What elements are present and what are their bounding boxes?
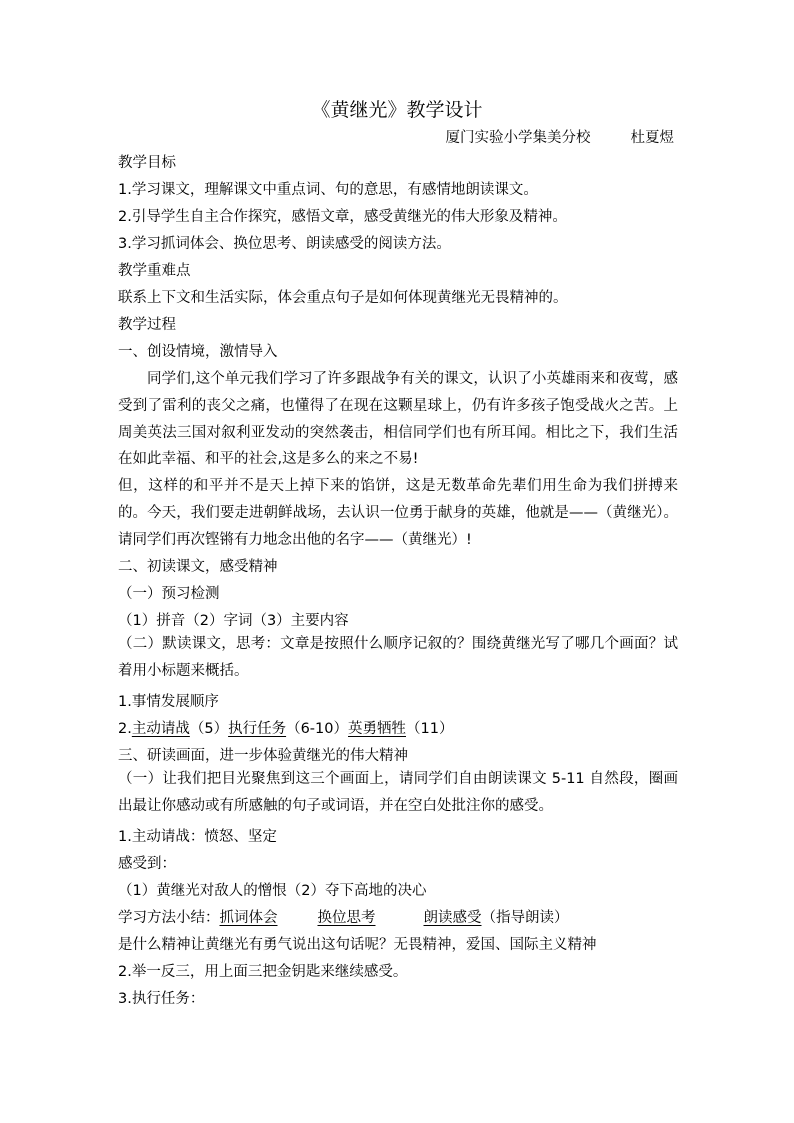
goal-item-1: 1.学习课文，理解课文中重点词、句的意思，有感情地朗读课文。 (118, 182, 538, 198)
feelings-label: 感受到： (118, 856, 176, 872)
author-school: 厦门实验小学集美分校 (445, 130, 591, 146)
section-1-heading: 一、创设情境，激情导入 (118, 344, 278, 360)
scene-paragraph-ref-1: （5） (189, 721, 229, 737)
method-perspective: 换位思考 (317, 910, 376, 926)
section-3-heading: 三、研读画面，进一步体验黄继光的伟大精神 (118, 748, 408, 764)
method-summary-label: 学习方法小结： (118, 910, 220, 926)
scene-titles-prefix: 2. (118, 721, 132, 737)
practice-instruction: 2.举一反三，用上面三把金钥匙来继续感受。 (118, 964, 408, 980)
preview-items: （1）拼音（2）字词（3）主要内容 (118, 613, 349, 629)
scene-titles-line (118, 719, 678, 739)
subsection-preview-check: （一）预习检测 (118, 586, 220, 602)
method-word-study: 抓词体会 (219, 910, 278, 926)
section-2-heading: 二、初读课文，感受精神 (118, 559, 278, 575)
scene-title-mission: 执行任务 (228, 721, 287, 737)
method-guidance-note: （指导朗读） (481, 910, 569, 926)
intro-paragraph: 同学们,这个单元我们学习了许多跟战争有关的课文，认识了小英雄雨来和夜莺，感受到了雷利的丧父之痛，也懂得了在现在这颗星球上，仍有许多孩子饱受战火之苦。上周美英法三国对叙利亚发动的突然袭击，相信同学们也有所耳闻。相比之下，我们生活在如此幸福、和平的社会,这是多么的来之不易! (118, 371, 678, 468)
silent-reading-question: （二）默读课文，思考：文章是按照什么顺序记叙的？围绕黄继光写了哪几个画面？试着用小标题来概括。 (118, 636, 678, 679)
feelings-items: （1）黄继光对敌人的憎恨（2）夺下高地的决心 (118, 883, 427, 899)
scene-paragraph-ref-2: （6-10） (286, 721, 348, 737)
document-title: 《黄继光》教学设计 (311, 99, 483, 121)
scene-1-keywords: 1.主动请战：愤怒、坚定 (118, 829, 277, 845)
method-reading-aloud: 朗读感受 (423, 910, 482, 926)
execute-mission-heading: 3.执行任务： (118, 991, 205, 1007)
order-answer: 1.事情发展顺序 (118, 694, 219, 710)
author-line (446, 128, 675, 148)
goal-item-2: 2.引导学生自主合作探究，感悟文章，感受黄继光的伟大形象及精神。 (118, 209, 567, 225)
heading-teaching-process: 教学过程 (118, 317, 176, 333)
focus-instruction: （一）让我们把目光聚焦到这三个画面上，请同学们自由朗读课文 5-11 自然段，圈画出最让你感动或有所感触的句子或词语，并在空白处批注你的感受。 (118, 771, 678, 814)
author-name: 杜夏煜 (630, 130, 674, 146)
scene-paragraph-ref-3: （11） (406, 721, 454, 737)
intro-paragraph-continued: 但，这样的和平并不是天上掉下来的馅饼，这是无数革命先辈们用生命为我们拼搏来的。今天，我们要走进朝鲜战场，去认识一位勇于献身的英雄，他就是——（黄继光）。请同学们再次铿锵有力地念出他的名字——（黄继光）! (118, 478, 678, 548)
heading-teaching-goals: 教学目标 (118, 155, 176, 171)
goal-item-3: 3.学习抓词体会、换位思考、朗读感受的阅读方法。 (118, 236, 451, 252)
key-points-text: 联系上下文和生活实际，体会重点句子是如何体现黄继光无畏精神的。 (118, 290, 568, 306)
scene-title-sacrifice: 英勇牺牲 (348, 721, 406, 737)
method-summary-line (118, 908, 678, 928)
scene-title-volunteer: 主动请战 (131, 721, 190, 737)
heading-key-points: 教学重难点 (118, 263, 191, 279)
spirit-question: 是什么精神让黄继光有勇气说出这句话呢？无畏精神，爱国、国际主义精神 (118, 937, 597, 953)
